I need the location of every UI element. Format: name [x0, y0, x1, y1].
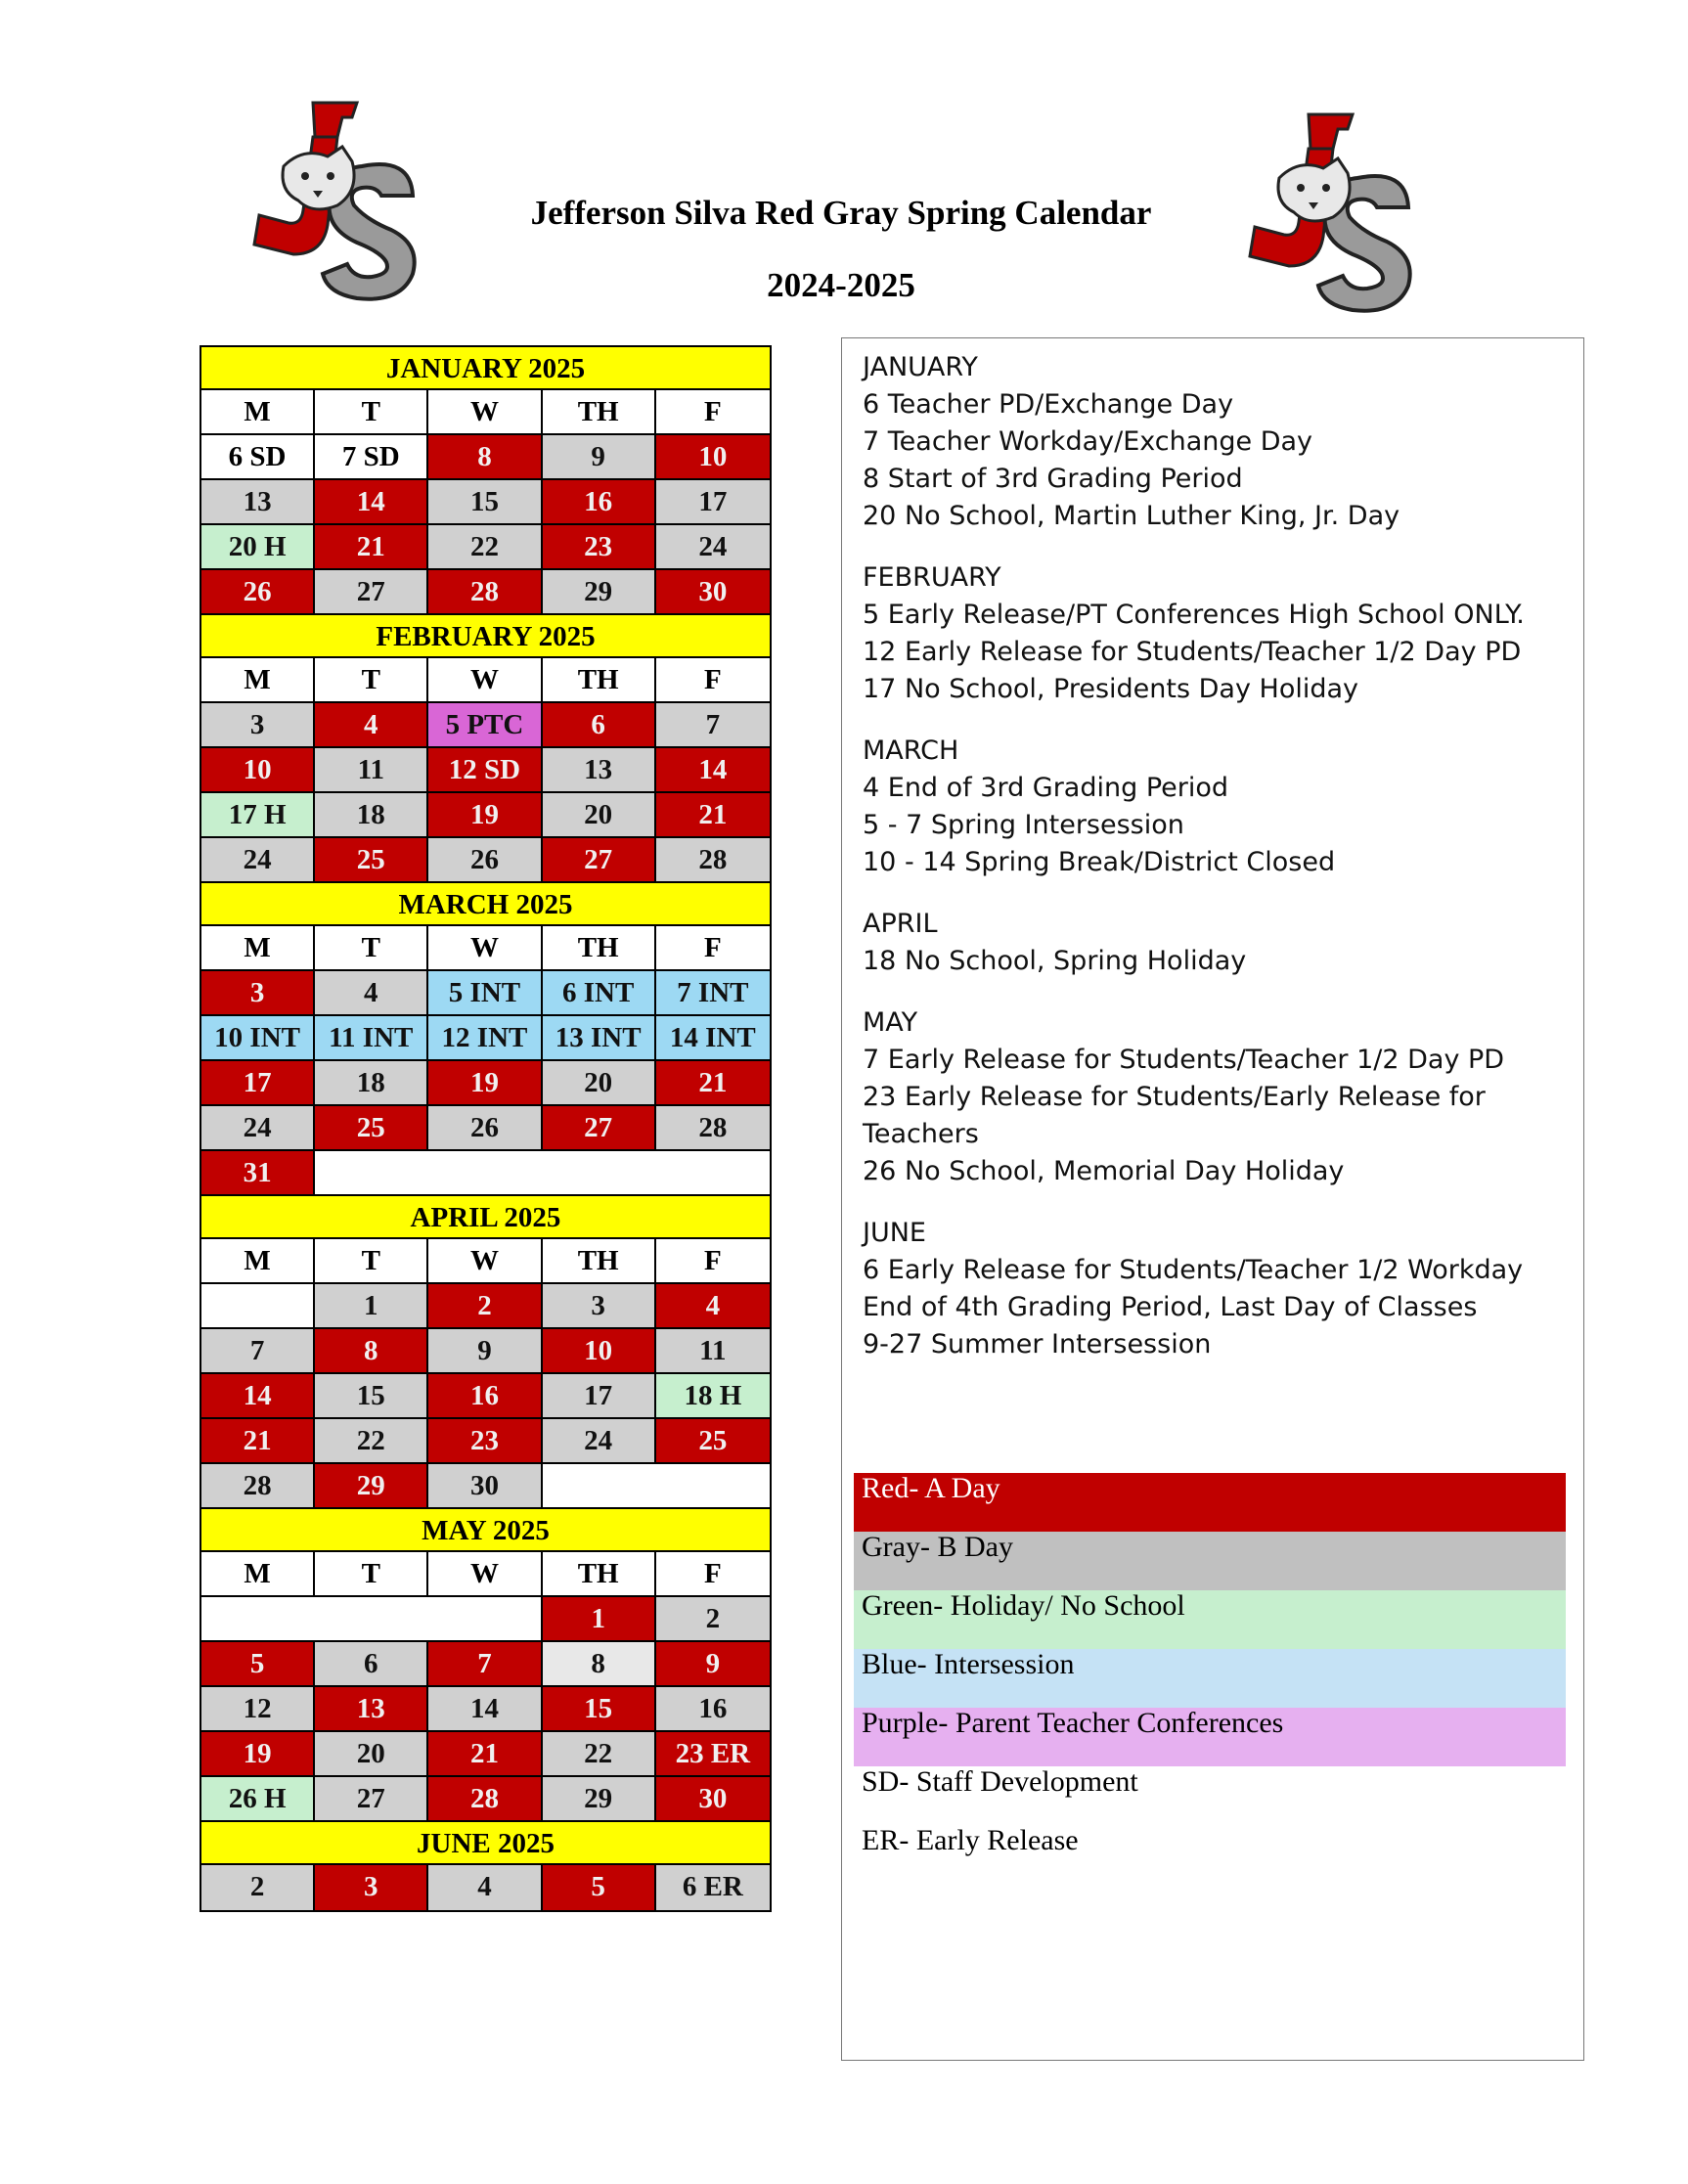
calendar-week	[201, 570, 770, 615]
notes-item: 10 - 14 Spring Break/District Closed	[863, 847, 1336, 877]
calendar-day: 26	[428, 838, 542, 881]
calendar-day: 19	[201, 1732, 315, 1775]
legend-item: Red- A Day	[854, 1473, 1566, 1532]
calendar-day: 8	[315, 1329, 428, 1372]
calendar-day: 7	[656, 703, 770, 746]
calendar-day: 11	[656, 1329, 770, 1372]
calendar-day: 29	[543, 570, 656, 613]
calendar-empty	[201, 1597, 543, 1640]
calendar-week	[201, 1061, 770, 1106]
page-subtitle: 2024-2025	[767, 266, 915, 304]
legend-item: Green- Holiday/ No School	[854, 1590, 1566, 1649]
notes-section	[863, 559, 1577, 708]
calendar-day: 21	[201, 1419, 315, 1462]
notes-item: Teachers	[863, 1119, 979, 1149]
calendar-day: 17 H	[201, 793, 315, 836]
calendar-day: 10	[201, 748, 315, 791]
calendar-day: 24	[201, 838, 315, 881]
notes-heading: JUNE	[863, 1218, 926, 1248]
notes-item: 18 No School, Spring Holiday	[863, 946, 1247, 976]
calendar-week	[201, 525, 770, 570]
weekday-header-row	[201, 390, 770, 435]
calendar-week	[201, 480, 770, 525]
calendar-day: 9	[656, 1642, 770, 1685]
calendar-day: 21	[656, 793, 770, 836]
month-header: JANUARY 2025	[201, 347, 770, 390]
calendar-empty	[543, 1464, 770, 1507]
calendar-day: 2	[428, 1284, 542, 1327]
calendar-grid	[200, 345, 772, 1912]
calendar-day: 17	[543, 1374, 656, 1417]
calendar-week	[201, 1374, 770, 1419]
calendar-day: 15	[315, 1374, 428, 1417]
calendar-day: 8	[543, 1642, 656, 1685]
calendar-day: 11 INT	[315, 1016, 428, 1059]
calendar-week	[201, 793, 770, 838]
calendar-day: 5 PTC	[428, 703, 542, 746]
calendar-day: 25	[656, 1419, 770, 1462]
calendar-week	[201, 1284, 770, 1329]
weekday-header: T	[315, 390, 428, 433]
weekday-header: TH	[543, 1239, 656, 1282]
notes-item: 20 No School, Martin Luther King, Jr. Day	[863, 501, 1400, 531]
calendar-day: 21	[656, 1061, 770, 1104]
calendar-week	[201, 1597, 770, 1642]
calendar-day: 30	[656, 570, 770, 613]
month-header: APRIL 2025	[201, 1196, 770, 1239]
weekday-header: TH	[543, 390, 656, 433]
calendar-day: 3	[315, 1865, 428, 1910]
calendar-day: 7	[201, 1329, 315, 1372]
notes-heading: MAY	[863, 1007, 918, 1038]
calendar-day: 13 INT	[543, 1016, 656, 1059]
weekday-header-row	[201, 1239, 770, 1284]
legend-item: Purple- Parent Teacher Conferences	[854, 1708, 1566, 1766]
calendar-week	[201, 971, 770, 1016]
calendar-week	[201, 1464, 770, 1509]
notes-item: 26 No School, Memorial Day Holiday	[863, 1156, 1345, 1186]
calendar-week	[201, 435, 770, 480]
weekday-header: T	[315, 1552, 428, 1595]
month-header: MAY 2025	[201, 1509, 770, 1552]
calendar-day: 5	[543, 1865, 656, 1910]
calendar-day: 7 SD	[315, 435, 428, 478]
month-header: FEBRUARY 2025	[201, 615, 770, 658]
calendar-day: 27	[543, 1106, 656, 1149]
notes-list	[863, 349, 1577, 1388]
legend-item: SD- Staff Development	[854, 1766, 1566, 1825]
calendar-day: 28	[656, 1106, 770, 1149]
calendar-day: 27	[315, 1777, 428, 1820]
calendar-day: 28	[428, 1777, 542, 1820]
calendar-day: 1	[543, 1597, 656, 1640]
calendar-day: 13	[315, 1687, 428, 1730]
notes-heading: MARCH	[863, 735, 959, 766]
calendar-day: 3	[201, 703, 315, 746]
weekday-header: M	[201, 1239, 315, 1282]
calendar-day: 25	[315, 1106, 428, 1149]
calendar-day: 22	[315, 1419, 428, 1462]
calendar-day: 14	[428, 1687, 542, 1730]
weekday-header: W	[428, 1552, 542, 1595]
calendar-day: 24	[543, 1419, 656, 1462]
notes-item: 8 Start of 3rd Grading Period	[863, 464, 1243, 494]
calendar-day: 16	[543, 480, 656, 523]
calendar-week	[201, 1106, 770, 1151]
calendar-day: 24	[656, 525, 770, 568]
calendar-week	[201, 1642, 770, 1687]
calendar-day: 9	[428, 1329, 542, 1372]
weekday-header: M	[201, 390, 315, 433]
calendar-day: 3	[543, 1284, 656, 1327]
calendar-day: 22	[428, 525, 542, 568]
notes-heading: JANUARY	[863, 352, 978, 382]
calendar-day: 5 INT	[428, 971, 542, 1014]
calendar-day: 18	[315, 1061, 428, 1104]
calendar-day: 23	[428, 1419, 542, 1462]
weekday-header: F	[656, 658, 770, 701]
notes-item: 7 Teacher Workday/Exchange Day	[863, 426, 1313, 457]
notes-item: 6 Early Release for Students/Teacher 1/2 Workday	[863, 1255, 1524, 1285]
calendar-day: 22	[543, 1732, 656, 1775]
month-header: MARCH 2025	[201, 883, 770, 926]
calendar-week	[201, 1687, 770, 1732]
weekday-header-row	[201, 926, 770, 971]
month-header: JUNE 2025	[201, 1822, 770, 1865]
legend-item: Gray- B Day	[854, 1532, 1566, 1590]
calendar-day: 4	[315, 703, 428, 746]
calendar-week	[201, 838, 770, 883]
weekday-header: TH	[543, 1552, 656, 1595]
calendar-day: 21	[428, 1732, 542, 1775]
notes-item: 7 Early Release for Students/Teacher 1/2 Day PD	[863, 1045, 1505, 1075]
calendar-day: 23 ER	[656, 1732, 770, 1775]
calendar-day: 20 H	[201, 525, 315, 568]
calendar-day: 5	[201, 1642, 315, 1685]
calendar-day: 12 SD	[428, 748, 542, 791]
school-logo-right	[1240, 110, 1416, 315]
calendar-day: 10 INT	[201, 1016, 315, 1059]
calendar-day: 20	[315, 1732, 428, 1775]
calendar-day: 17	[201, 1061, 315, 1104]
calendar-day: 14	[201, 1374, 315, 1417]
calendar-day: 14	[656, 748, 770, 791]
calendar-empty	[201, 1284, 315, 1327]
calendar-day: 29	[315, 1464, 428, 1507]
calendar-empty	[315, 1151, 770, 1194]
calendar-day: 10	[543, 1329, 656, 1372]
calendar-day: 8	[428, 435, 542, 478]
legend-item: Blue- Intersession	[854, 1649, 1566, 1708]
weekday-header: F	[656, 926, 770, 969]
calendar-day: 12	[201, 1687, 315, 1730]
weekday-header: M	[201, 658, 315, 701]
calendar-day: 28	[656, 838, 770, 881]
calendar-day: 1	[315, 1284, 428, 1327]
weekday-header-row	[201, 1552, 770, 1597]
calendar-week	[201, 1151, 770, 1196]
calendar-day: 30	[428, 1464, 542, 1507]
calendar-day: 27	[543, 838, 656, 881]
calendar-day: 6	[543, 703, 656, 746]
calendar-day: 26 H	[201, 1777, 315, 1820]
calendar-day: 6 SD	[201, 435, 315, 478]
weekday-header: TH	[543, 658, 656, 701]
calendar-day: 12 INT	[428, 1016, 542, 1059]
calendar-week	[201, 1419, 770, 1464]
weekday-header: M	[201, 1552, 315, 1595]
notes-section	[863, 1004, 1577, 1190]
calendar-week	[201, 1865, 770, 1910]
calendar-day: 13	[543, 748, 656, 791]
notes-item: 4 End of 3rd Grading Period	[863, 773, 1229, 803]
calendar-day: 6 ER	[656, 1865, 770, 1910]
calendar-day: 18 H	[656, 1374, 770, 1417]
calendar-day: 19	[428, 793, 542, 836]
calendar-day: 6 INT	[543, 971, 656, 1014]
weekday-header: F	[656, 1552, 770, 1595]
weekday-header: F	[656, 390, 770, 433]
calendar-day: 2	[201, 1865, 315, 1910]
calendar-day: 7 INT	[656, 971, 770, 1014]
calendar-week	[201, 1777, 770, 1822]
calendar-day: 16	[656, 1687, 770, 1730]
calendar-week	[201, 1016, 770, 1061]
calendar-day: 19	[428, 1061, 542, 1104]
notes-heading: FEBRUARY	[863, 562, 1001, 593]
notes-item: 5 - 7 Spring Intersession	[863, 810, 1184, 840]
weekday-header: M	[201, 926, 315, 969]
calendar-day: 10	[656, 435, 770, 478]
notes-item: 6 Teacher PD/Exchange Day	[863, 389, 1234, 420]
calendar-day: 15	[543, 1687, 656, 1730]
notes-section	[863, 906, 1577, 980]
notes-heading: APRIL	[863, 909, 938, 939]
calendar-day: 21	[315, 525, 428, 568]
calendar-day: 11	[315, 748, 428, 791]
calendar-day: 20	[543, 1061, 656, 1104]
calendar-day: 30	[656, 1777, 770, 1820]
weekday-header: TH	[543, 926, 656, 969]
school-logo-left	[244, 98, 421, 303]
calendar-day: 2	[656, 1597, 770, 1640]
notes-item: 23 Early Release for Students/Early Release for	[863, 1082, 1486, 1112]
notes-item: 12 Early Release for Students/Teacher 1/2 Day PD	[863, 637, 1522, 667]
calendar-day: 13	[201, 480, 315, 523]
calendar-day: 26	[201, 570, 315, 613]
calendar-day: 7	[428, 1642, 542, 1685]
notes-section	[863, 1215, 1577, 1363]
calendar-day: 23	[543, 525, 656, 568]
weekday-header: T	[315, 658, 428, 701]
weekday-header: W	[428, 390, 542, 433]
calendar-day: 31	[201, 1151, 315, 1194]
calendar-week	[201, 1329, 770, 1374]
calendar-day: 28	[428, 570, 542, 613]
weekday-header-row	[201, 658, 770, 703]
calendar-week	[201, 1732, 770, 1777]
notes-item: 9-27 Summer Intersession	[863, 1329, 1212, 1359]
notes-item: 17 No School, Presidents Day Holiday	[863, 674, 1359, 704]
calendar-day: 28	[201, 1464, 315, 1507]
calendar-day: 15	[428, 480, 542, 523]
calendar-day: 17	[656, 480, 770, 523]
weekday-header: T	[315, 1239, 428, 1282]
calendar-day: 14	[315, 480, 428, 523]
notes-item: End of 4th Grading Period, Last Day of Classes	[863, 1292, 1478, 1322]
calendar-day: 25	[315, 838, 428, 881]
calendar-day: 9	[543, 435, 656, 478]
legend-item: ER- Early Release	[854, 1825, 1566, 1884]
calendar-day: 4	[656, 1284, 770, 1327]
calendar-week	[201, 748, 770, 793]
color-legend	[854, 1473, 1566, 1884]
calendar-day: 20	[543, 793, 656, 836]
weekday-header: T	[315, 926, 428, 969]
calendar-day: 26	[428, 1106, 542, 1149]
page-title: Jefferson Silva Red Gray Spring Calendar	[530, 194, 1152, 232]
notes-section	[863, 349, 1577, 535]
weekday-header: W	[428, 1239, 542, 1282]
calendar-day: 4	[315, 971, 428, 1014]
calendar-week	[201, 703, 770, 748]
weekday-header: F	[656, 1239, 770, 1282]
weekday-header: W	[428, 926, 542, 969]
calendar-day: 16	[428, 1374, 542, 1417]
calendar-day: 18	[315, 793, 428, 836]
notes-item: 5 Early Release/PT Conferences High School ONLY.	[863, 600, 1525, 630]
calendar-day: 14 INT	[656, 1016, 770, 1059]
weekday-header: W	[428, 658, 542, 701]
calendar-day: 3	[201, 971, 315, 1014]
calendar-day: 27	[315, 570, 428, 613]
calendar-day: 4	[428, 1865, 542, 1910]
calendar-day: 6	[315, 1642, 428, 1685]
calendar-day: 24	[201, 1106, 315, 1149]
calendar-day: 29	[543, 1777, 656, 1820]
notes-section	[863, 733, 1577, 881]
